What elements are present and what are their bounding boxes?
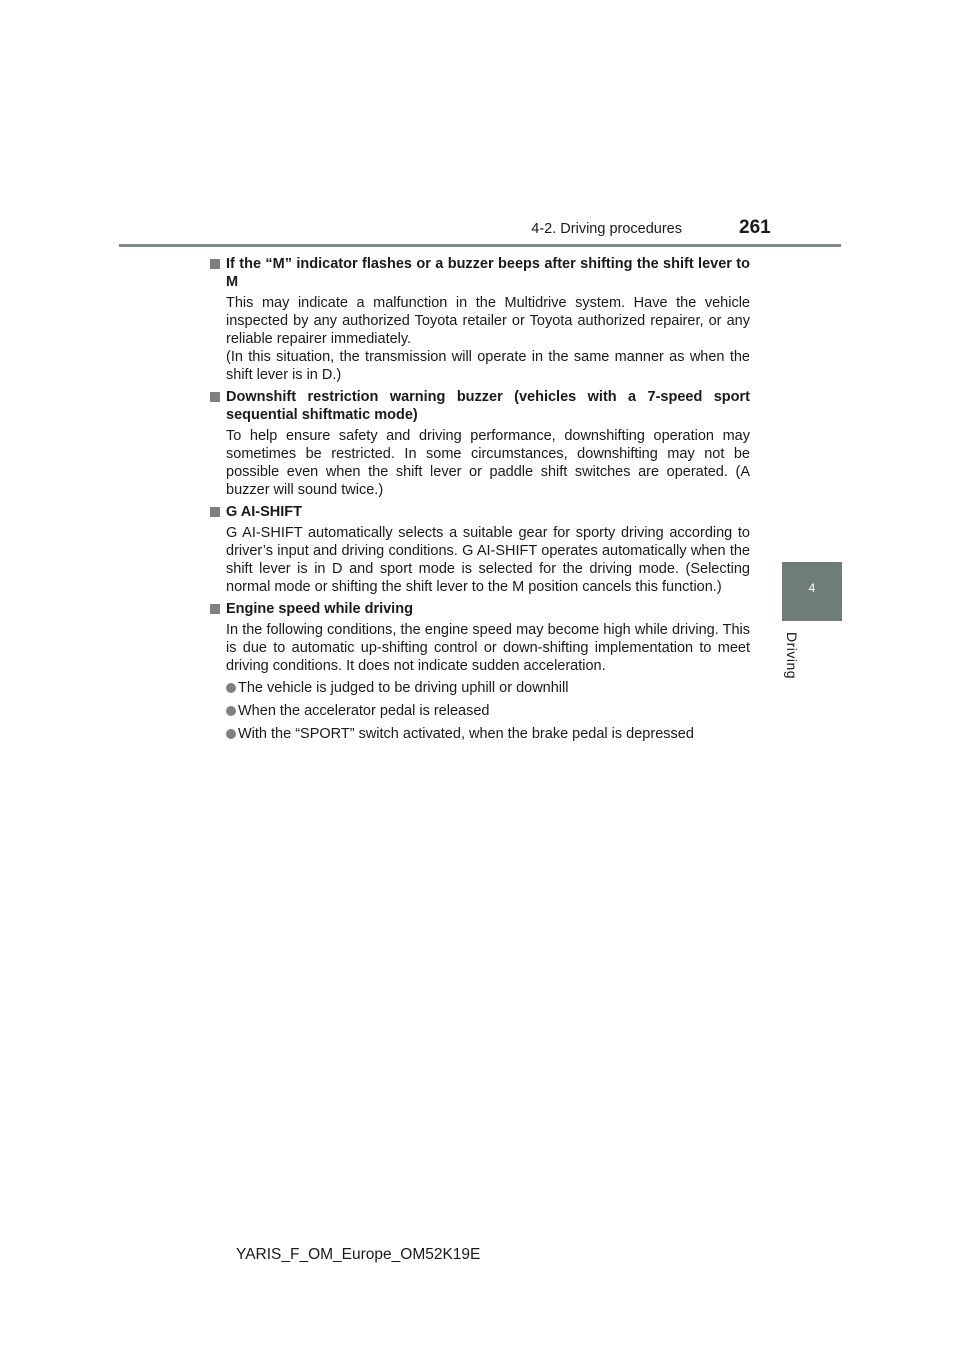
section-m-indicator — [210, 255, 750, 384]
chapter-tab — [782, 562, 842, 621]
paragraph: To help ensure safety and driving performance, downshifting operation may sometimes be restricted. In some circumstances, downshifting may not be possible even when the shift lever or paddle shift switches are operated. (A buzzer will sound twice.) — [226, 428, 750, 498]
section-body — [226, 427, 750, 499]
paragraph: G AI-SHIFT automatically selects a suitable gear for sporty driving according to driver’s input and driving conditions. G AI-SHIFT operates automatically when the shift lever is in D and sport mode is selected for the driving mode. (Selecting normal mode or shifting the shift lever to the M position cancels this function.) — [226, 525, 750, 595]
section-engine-speed — [210, 600, 750, 743]
section-title: If the “M” indicator flashes or a buzzer beeps after shifting the shift lever to M — [210, 255, 750, 291]
page-content — [210, 255, 750, 748]
section-title: Downshift restriction warning buzzer (vehicles with a 7-speed sport sequential shiftmatic mode) — [210, 388, 750, 424]
square-bullet-icon — [210, 259, 220, 269]
round-bullet-icon — [226, 729, 236, 739]
square-bullet-icon — [210, 392, 220, 402]
round-bullet-icon — [226, 706, 236, 716]
header-rule — [119, 244, 841, 247]
section-body — [226, 621, 750, 675]
round-bullet-icon — [226, 683, 236, 693]
section-g-ai-shift — [210, 503, 750, 596]
section-downshift-buzzer — [210, 388, 750, 499]
list-item: When the accelerator pedal is released — [226, 702, 750, 720]
list-item: The vehicle is judged to be driving uphill or downhill — [226, 679, 750, 697]
paragraph: This may indicate a malfunction in the Multidrive system. Have the vehicle inspected by any authorized Toyota retailer or Toyota authorized repairer, or any reliable repairer immediately. — [226, 295, 750, 347]
section-body — [226, 524, 750, 596]
section-title: G AI-SHIFT — [210, 503, 750, 521]
square-bullet-icon — [210, 604, 220, 614]
running-header: 4-2. Driving procedures — [531, 221, 682, 237]
list-item: With the “SPORT” switch activated, when the brake pedal is depressed — [226, 725, 750, 743]
chapter-tab-label: Driving — [784, 632, 800, 680]
paragraph: In the following conditions, the engine speed may become high while driving. This is due to automatic up-shifting control or down-shifting implementation to meet driving conditions. It does not indicate sudden acceleration. — [226, 622, 750, 674]
page-number: 261 — [739, 217, 771, 238]
section-title: Engine speed while driving — [210, 600, 750, 618]
square-bullet-icon — [210, 507, 220, 517]
paragraph: (In this situation, the transmission will operate in the same manner as when the shift lever is in D.) — [226, 349, 750, 383]
chapter-tab-number: 4 — [808, 581, 816, 595]
section-body — [226, 294, 750, 384]
document-code: YARIS_F_OM_Europe_OM52K19E — [236, 1246, 481, 1263]
condition-list — [210, 679, 750, 743]
